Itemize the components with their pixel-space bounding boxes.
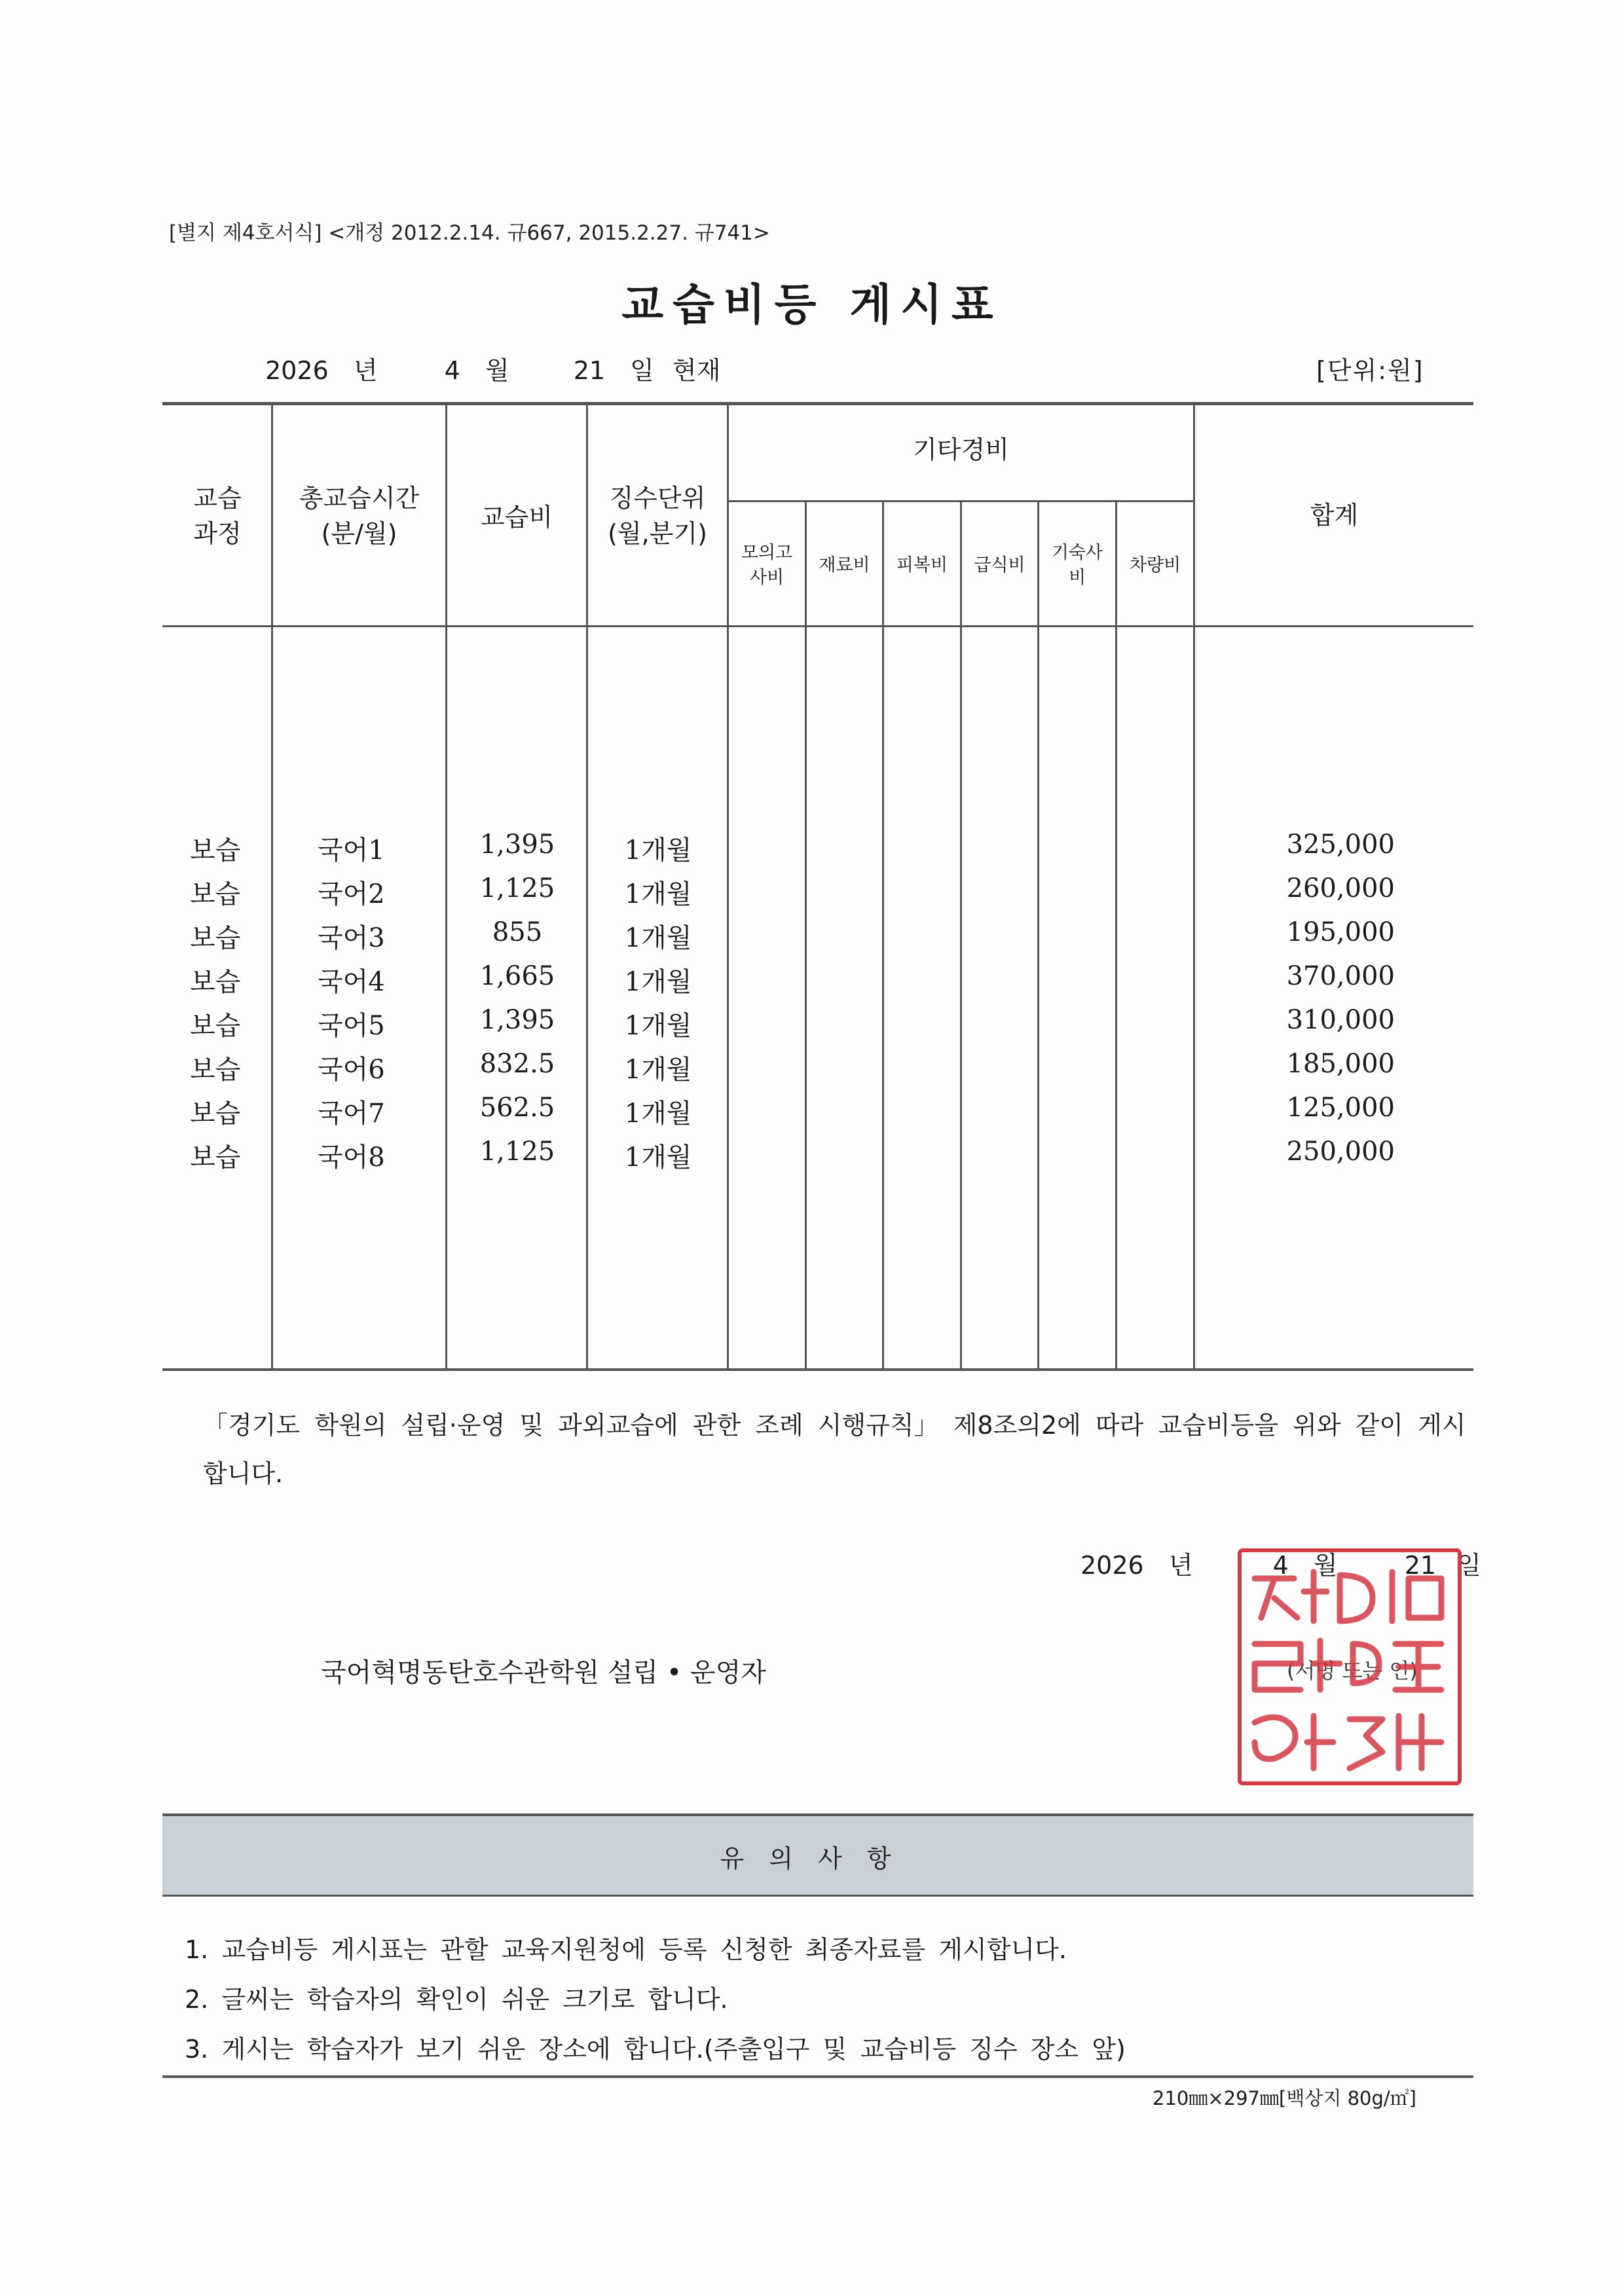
header-collection-unit: 징수단위 (월,분기) xyxy=(608,484,707,548)
table-top-border xyxy=(162,402,1473,405)
row-unit: 1개월 xyxy=(624,1142,692,1173)
academy-operator: 국어혁명동탄호수관학원 설립 • 운영자 xyxy=(321,1658,766,1688)
notice-item: 1. 교습비등 게시표는 관할 교육지원청에 등록 신청한 최종자료를 게시합니다. xyxy=(185,1935,1067,1964)
row-hours: 1,665 xyxy=(479,961,555,991)
header-meal-fee: 급식비 xyxy=(974,555,1025,575)
row-total: 250,000 xyxy=(1286,1137,1395,1167)
row-subject: 국어2 xyxy=(318,879,385,909)
table-bottom-border xyxy=(162,1368,1473,1371)
row-course: 보습 xyxy=(190,879,241,909)
row-total: 370,000 xyxy=(1286,961,1395,991)
footer-divider xyxy=(162,2075,1473,2078)
unit-label: [단위:원] xyxy=(1316,356,1424,385)
row-subject: 국어7 xyxy=(318,1099,385,1129)
col-divider xyxy=(805,500,807,1370)
row-course: 보습 xyxy=(190,967,241,997)
row-total: 325,000 xyxy=(1286,829,1395,860)
header-material-fee: 재료비 xyxy=(819,555,870,575)
row-total: 195,000 xyxy=(1286,917,1395,947)
row-hours: 562.5 xyxy=(479,1093,555,1123)
col-divider xyxy=(445,404,447,1370)
as-of-day-unit: 일 xyxy=(630,356,654,385)
row-unit: 1개월 xyxy=(624,1011,692,1041)
signature-month-unit: 월 xyxy=(1313,1551,1338,1580)
row-course: 보습 xyxy=(190,835,241,866)
row-hours: 1,395 xyxy=(479,1005,555,1035)
col-divider xyxy=(1115,500,1117,1370)
row-total: 260,000 xyxy=(1286,873,1395,903)
header-other-expenses: 기타경비 xyxy=(913,435,1009,464)
col-divider xyxy=(1037,500,1039,1370)
row-hours: 832.5 xyxy=(479,1049,555,1079)
header-clothing-fee: 피복비 xyxy=(896,555,948,575)
header-dormitory-fee: 기숙사 비 xyxy=(1051,543,1103,588)
row-unit: 1개월 xyxy=(624,835,692,866)
notice-item: 2. 글씨는 학습자의 확인이 쉬운 크기로 합니다. xyxy=(185,1985,728,2014)
signature-hint: (서명 또는 인) xyxy=(1287,1658,1418,1683)
row-course: 보습 xyxy=(190,1011,241,1041)
row-subject: 국어4 xyxy=(318,967,385,997)
paper-size-label: 210㎜×297㎜[백상지 80g/㎡] xyxy=(1153,2087,1416,2109)
form-reference: [별지 제4호서식] <개정 2012.2.14. 규667, 2015.2.27. 규741> xyxy=(169,221,770,245)
row-unit: 1개월 xyxy=(624,923,692,953)
col-divider xyxy=(882,500,884,1370)
row-hours: 1,125 xyxy=(479,1137,555,1167)
as-of-day: 21 xyxy=(573,356,606,385)
row-course: 보습 xyxy=(190,923,241,953)
signature-day-unit: 일 xyxy=(1457,1551,1481,1580)
row-subject: 국어8 xyxy=(318,1142,385,1173)
row-course: 보습 xyxy=(190,1055,241,1085)
as-of-month-unit: 월 xyxy=(485,356,509,385)
row-hours: 1,395 xyxy=(479,829,555,860)
row-total: 310,000 xyxy=(1286,1005,1395,1035)
signature-year: 2026 xyxy=(1080,1551,1144,1580)
header-course: 교습 과정 xyxy=(193,484,242,548)
posting-statement: 「경기도 학원의 설립·운영 및 과외교습에 관한 조례 시행규칙」 제8조의2에 따라 교습비등을 위와 같이 게시합니다. xyxy=(203,1411,1466,1488)
col-divider xyxy=(1193,404,1195,1370)
row-subject: 국어5 xyxy=(318,1011,385,1041)
row-unit: 1개월 xyxy=(624,967,692,997)
as-of-year-unit: 년 xyxy=(353,356,378,385)
header-mock-exam-fee: 모의고 사비 xyxy=(741,543,793,588)
company-seal-stamp xyxy=(1238,1548,1462,1785)
header-total: 합계 xyxy=(1310,501,1359,530)
header-bottom-border xyxy=(162,625,1473,627)
row-subject: 국어6 xyxy=(318,1055,385,1085)
row-unit: 1개월 xyxy=(624,1055,692,1085)
header-vehicle-fee: 차량비 xyxy=(1129,555,1181,575)
signature-year-unit: 년 xyxy=(1168,1551,1193,1580)
as-of-suffix: 현재 xyxy=(672,356,721,385)
signature-month: 4 xyxy=(1272,1551,1289,1580)
row-total: 125,000 xyxy=(1286,1093,1395,1123)
seal-graphic xyxy=(1242,1552,1458,1781)
row-unit: 1개월 xyxy=(624,1099,692,1129)
col-divider xyxy=(960,500,962,1370)
header-total-hours: 총교습시간 (분/월) xyxy=(299,484,420,548)
signature-day: 21 xyxy=(1404,1551,1437,1580)
row-course: 보습 xyxy=(190,1142,241,1173)
row-subject: 국어1 xyxy=(318,835,385,866)
notice-header-band xyxy=(162,1813,1473,1897)
notice-title: 유의사항 xyxy=(720,1844,916,1873)
row-course: 보습 xyxy=(190,1099,241,1129)
row-hours: 855 xyxy=(492,917,543,947)
row-total: 185,000 xyxy=(1286,1049,1395,1079)
row-subject: 국어3 xyxy=(318,923,385,953)
header-tuition: 교습비 xyxy=(480,503,553,532)
document-title: 교습비등 게시표 xyxy=(621,280,1003,330)
notice-item: 3. 게시는 학습자가 보기 쉬운 장소에 합니다.(주출입구 및 교습비등 징수 장소 앞) xyxy=(185,2035,1126,2064)
row-unit: 1개월 xyxy=(624,879,692,909)
as-of-month: 4 xyxy=(444,356,460,385)
row-hours: 1,125 xyxy=(479,873,555,903)
as-of-date xyxy=(265,350,720,386)
notice-list xyxy=(185,1925,1126,2074)
as-of-year: 2026 xyxy=(265,356,329,385)
